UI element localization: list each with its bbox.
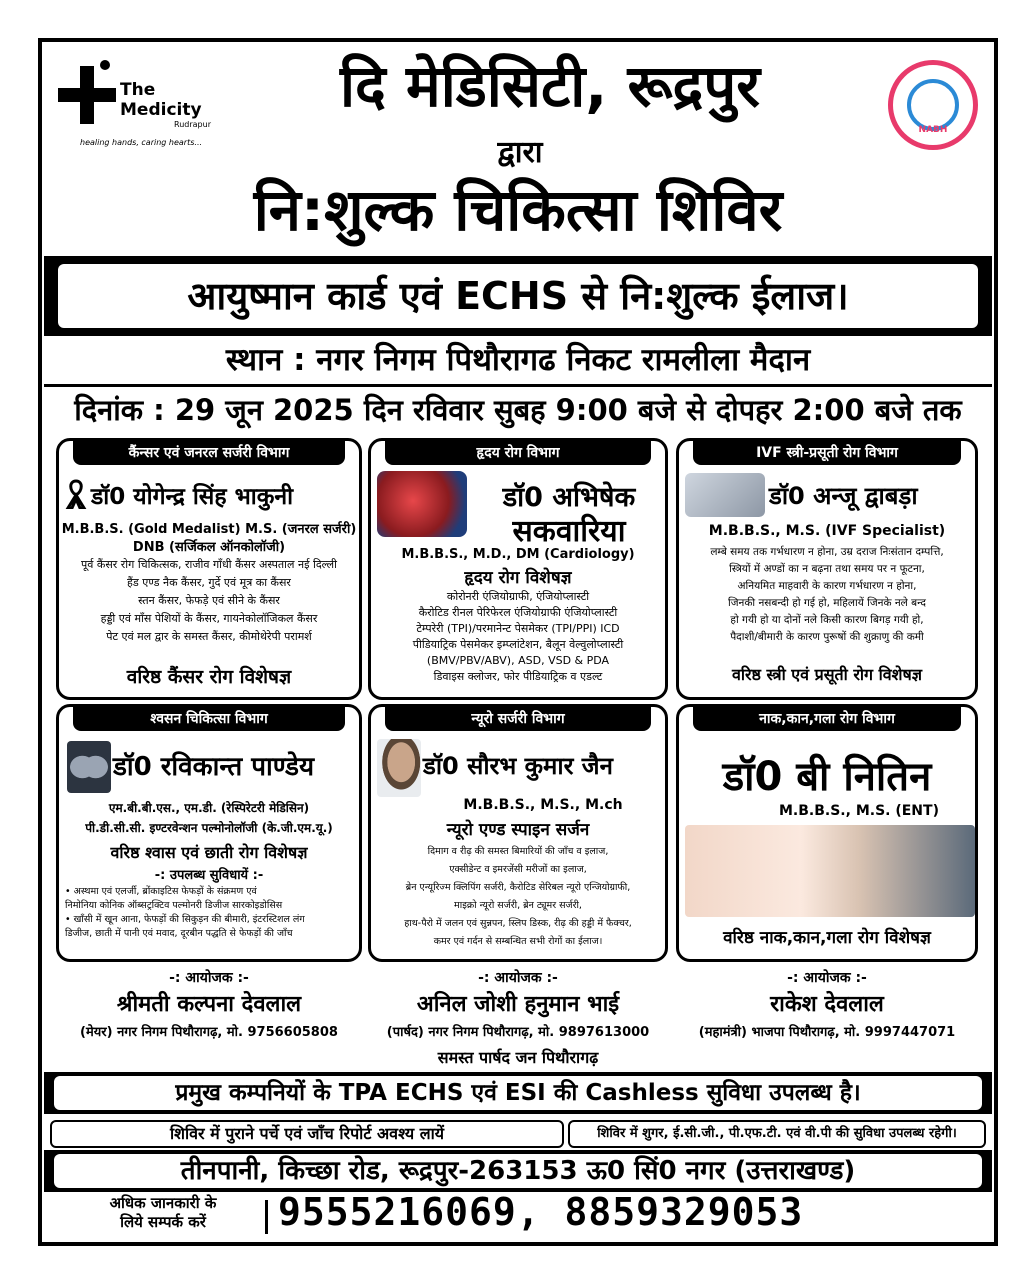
organizer-name: राकेश देवलाल: [770, 992, 884, 1017]
detail-line: डिजीज, छाती में पानी एवं मवाद, दूरबीन पद्धति से फेफड़ों की जाँच: [65, 928, 293, 939]
organizer-detail: (महामंत्री) भाजपा पिथौरागढ़, मो. 9997447071: [698, 1025, 956, 1040]
dept-card-cardiology: [368, 438, 668, 700]
nabh-seal-icon: [888, 60, 978, 150]
detail-line: जिनकी नसबन्दी हो गई हो, महिलायें जिनके नले बन्द: [728, 597, 926, 609]
hospital-title: दि मेडिसिटी, रूद्रपुर: [340, 52, 760, 120]
dept-title: न्यूरो सर्जरी विभाग: [385, 707, 651, 731]
brain-head-image: [377, 739, 421, 797]
detail-line: हाथ-पैरो में जलन एवं सुन्नपन, स्लिप डिस्क, रीढ़ की हड्डी में फैक्चर,: [404, 918, 632, 929]
detail-line: पीडियाट्रिक पेसमेकर इम्प्लांटेशन, बैलून वेल्वुलोप्लास्टी: [412, 638, 624, 651]
detail-line: कोरोनरी एंजियोग्राफी, एंजियोप्लास्टी: [446, 590, 590, 603]
organizer-heading: -: आयोजक :-: [787, 970, 867, 986]
detail-line: (BMV/PBV/ABV), ASD, VSD & PDA: [426, 654, 610, 667]
dept-title: नाक,कान,गला रोग विभाग: [693, 707, 961, 731]
dept-title: हृदय रोग विभाग: [385, 441, 651, 465]
organizer-name: श्रीमती कल्पना देवलाल: [116, 992, 302, 1017]
doctor-name: डॉ0 अभिषेक: [502, 482, 636, 513]
notes-row: [44, 1116, 992, 1150]
detail-line: पूर्व कैंसर रोग चिकित्सक, राजीव गाँधी कैंसर अस्पताल नई दिल्ली: [81, 558, 337, 571]
detail-line: • अस्थमा एवं एलर्जी, ब्रोंकाइटिस फेफड़ों के संक्रमण एवं: [65, 886, 257, 897]
organizer-name: अनिल जोशी हनुमान भाई: [416, 992, 620, 1017]
organizer-heading: -: आयोजक :-: [169, 970, 249, 986]
dept-title: IVF स्त्री-प्रसूती रोग विभाग: [693, 441, 961, 465]
detail-line: निमोनिया कोनिक ऑब्सट्रक्टिव पल्मोनरी डिजीज सारकोइडोसिस: [65, 900, 283, 911]
cancer-ribbon-icon: [65, 479, 87, 509]
detail-line: अनियमित माहवारी के कारण गर्भधारण न होना,: [737, 580, 917, 592]
by-text: द्वारा: [497, 135, 543, 170]
ayushman-banner: [44, 256, 992, 336]
doctor-degree: एम.बी.बी.एस., एम.डी. (रेस्पिरेटरी मेडिसिन): [108, 801, 310, 815]
facilities-heading: -: उपलब्ध सुविधायें :-: [154, 868, 264, 883]
camp-title: नि:शुल्क चिकित्सा शिविर: [253, 176, 783, 244]
nabh-text: NABH: [918, 125, 948, 135]
detail-line: स्तन कैंसर, फेफड़े एवं सीने के कैंसर: [138, 594, 280, 607]
doctor-specialty: वरिष्ठ श्वास एवं छाती रोग विशेषज्ञ: [110, 843, 308, 862]
detail-line: पेट एवं मल द्वार के समस्त कैंसर, कीमोथेरेपी परामर्श: [106, 630, 312, 643]
doctor-degree: M.B.B.S., M.S. (IVF Specialist): [708, 523, 946, 539]
doctor-degree: M.B.B.S., M.S., M.ch: [463, 797, 623, 813]
detail-line: कैरोटिड रीनल पेरिफेरल एंजियोग्राफी एंजियोप्लास्टी: [418, 606, 618, 619]
ivf-image: [685, 473, 765, 517]
doctor-name: डॉ0 अन्जू द्वाबड़ा: [769, 482, 918, 510]
divider: [44, 384, 992, 387]
dept-card-ivf: [676, 438, 978, 700]
lungs-xray-image: [67, 741, 111, 793]
doctor-specialty: न्यूरो एण्ड स्पाइन सर्जन: [446, 820, 590, 840]
doctor-degree: DNB (सर्जिकल ऑनकोलॉजी): [132, 540, 286, 555]
doctor-name: सकवारिया: [512, 514, 626, 549]
medicity-logo: [58, 58, 238, 153]
detail-line: पैदाशी/बीमारी के कारण पुरूषों की शुक्राणु की कमी: [730, 631, 924, 643]
contact-phones[interactable]: 9555216069, 8859329053: [278, 1190, 804, 1234]
doctor-name: डॉ0 सौरभ कुमार जैन: [423, 752, 613, 780]
address-text: तीनपानी, किच्छा रोड, रूद्रपुर-263153 ऊ0 सिं0 नगर (उत्तराखण्ड): [54, 1154, 982, 1188]
detail-line: • खाँसी में खून आना, फेफड़ों की सिकुड़न की बीमारी, इंटरस्टिशल लंग: [65, 914, 305, 925]
detail-line: हैंड एण्ड नैक कैंसर, गुर्दे एवं मूत्र का कैंसर: [127, 576, 291, 589]
detail-line: डिवाइस क्लोजर, फोर पीडियाट्रिक व एडल्ट: [433, 670, 603, 683]
detail-line: लम्बे समय तक गर्भधारण न होना, उम्र दराज निःसंतान दम्पत्ति,: [710, 546, 944, 558]
contact-divider: [265, 1200, 268, 1234]
doctor-specialty: वरिष्ठ स्त्री एवं प्रसूती रोग विशेषज्ञ: [731, 665, 923, 684]
organizer-heading: -: आयोजक :-: [478, 970, 558, 986]
logo-tagline: healing hands, caring hearts...: [80, 138, 203, 147]
detail-line: कमर एवं गर्दन से सम्बन्धित सभी रोगों का ईलाज।: [433, 936, 603, 947]
doctor-specialty: वरिष्ठ नाक,कान,गला रोग विशेषज्ञ: [723, 928, 931, 948]
doctor-degree: पी.डी.सी.सी. इण्टरवेन्शन पल्मोनोलॉजी (के.जी.एम.यू.): [85, 821, 333, 835]
detail-line: दिमाग व रीढ़ की समस्त बिमारियों की जाँच व इलाज,: [427, 846, 609, 857]
doctor-specialty: हृदय रोग विशेषज्ञ: [464, 568, 572, 588]
detail-line: हड्डी एवं माँस पेशियों के कैंसर, गायनेकोलॉजिकल कैंसर: [100, 612, 318, 625]
address-banner: [44, 1150, 992, 1192]
doctor-name: डॉ0 योगेन्द्र सिंह भाकुनी: [91, 484, 294, 510]
medical-cross-icon: [58, 66, 116, 124]
organizer-extra: समस्त पार्षद जन पिथौरागढ़: [437, 1048, 599, 1067]
logo-city: Rudrapur: [174, 120, 211, 129]
dept-card-cancer: [56, 438, 362, 700]
detail-line: हो गयी हो या दोनों नले किसी कारण बिगड़ गयी हो,: [730, 614, 924, 626]
doctor-specialty: वरिष्ठ कैंसर रोग विशेषज्ञ: [126, 666, 292, 688]
doctor-name: डॉ0 बी नितिन: [722, 754, 932, 800]
doctor-degree: M.B.B.S. (Gold Medalist) M.S. (जनरल सर्जरी): [61, 522, 357, 537]
doctor-degree: M.B.B.S., M.S. (ENT): [779, 803, 939, 819]
contact-label: अधिक जानकारी के लिये सम्पर्क करें: [109, 1194, 217, 1231]
ent-image: [685, 825, 975, 917]
venue-text: स्थान : नगर निगम पिथौरागढ निकट रामलीला मैदान: [225, 342, 811, 378]
dept-title: कैंन्सर एवं जनरल सर्जरी विभाग: [73, 441, 345, 465]
detail-line: माइक्रो न्यूरो सर्जरी, ब्रेन ट्यूमर सर्जरी,: [454, 900, 582, 911]
dept-card-respiratory: [56, 704, 362, 962]
logo-name: The Medicity: [120, 80, 202, 120]
organizer-detail: (मेयर) नगर निगम पिथौरागढ़, मो. 9756605808: [80, 1025, 338, 1040]
heart-image: [377, 471, 467, 537]
detail-line: स्त्रियों में अण्डों का न बढ़ना तथा समय पर न फूटना,: [729, 563, 925, 575]
doctor-name: डॉ0 रविकान्त पाण्डेय: [113, 752, 315, 782]
date-text: दिनांक : 29 जून 2025 दिन रविवार सुबह 9:00 बजे से दोपहर 2:00 बजे तक: [74, 393, 962, 427]
doctor-degree: M.B.B.S., M.D., DM (Cardiology): [401, 547, 635, 562]
note-facilities: शिविर में शुगर, ई.सी.जी., पी.एफ.टी. एवं वी.पी की सुविधा उपलब्ध रहेगी।: [568, 1120, 986, 1148]
detail-line: ब्रेन एन्यूरिज्म क्लिपिंग सर्जरी, कैरोटिड सेरिबल न्यूरो एन्जियोग्राफी,: [405, 882, 631, 893]
cashless-banner: [44, 1072, 992, 1114]
ayushman-text: आयुष्मान कार्ड एवं ECHS से नि:शुल्क ईलाज।: [58, 264, 978, 328]
cashless-text: प्रमुख कम्पनियों के TPA ECHS एवं ESI की Cashless सुविधा उपलब्ध है।: [54, 1076, 982, 1110]
organizer-detail: (पार्षद) नगर निगम पिथौरागढ़, मो. 9897613000: [386, 1025, 650, 1040]
dept-title: श्वसन चिकित्सा विभाग: [73, 707, 345, 731]
dept-card-neuro: [368, 704, 668, 962]
detail-line: टेम्परेरी (TPI)/परमानेन्ट पेसमेकर (TPI/PPI) ICD: [416, 622, 620, 635]
dept-card-ent: [676, 704, 978, 962]
note-bring-reports: शिविर में पुराने पर्चे एवं जाँच रिपोर्ट अवश्य लायें: [50, 1120, 564, 1148]
detail-line: एक्सीडेन्ट व इमरजेंसी मरीजों का इलाज,: [449, 864, 587, 875]
